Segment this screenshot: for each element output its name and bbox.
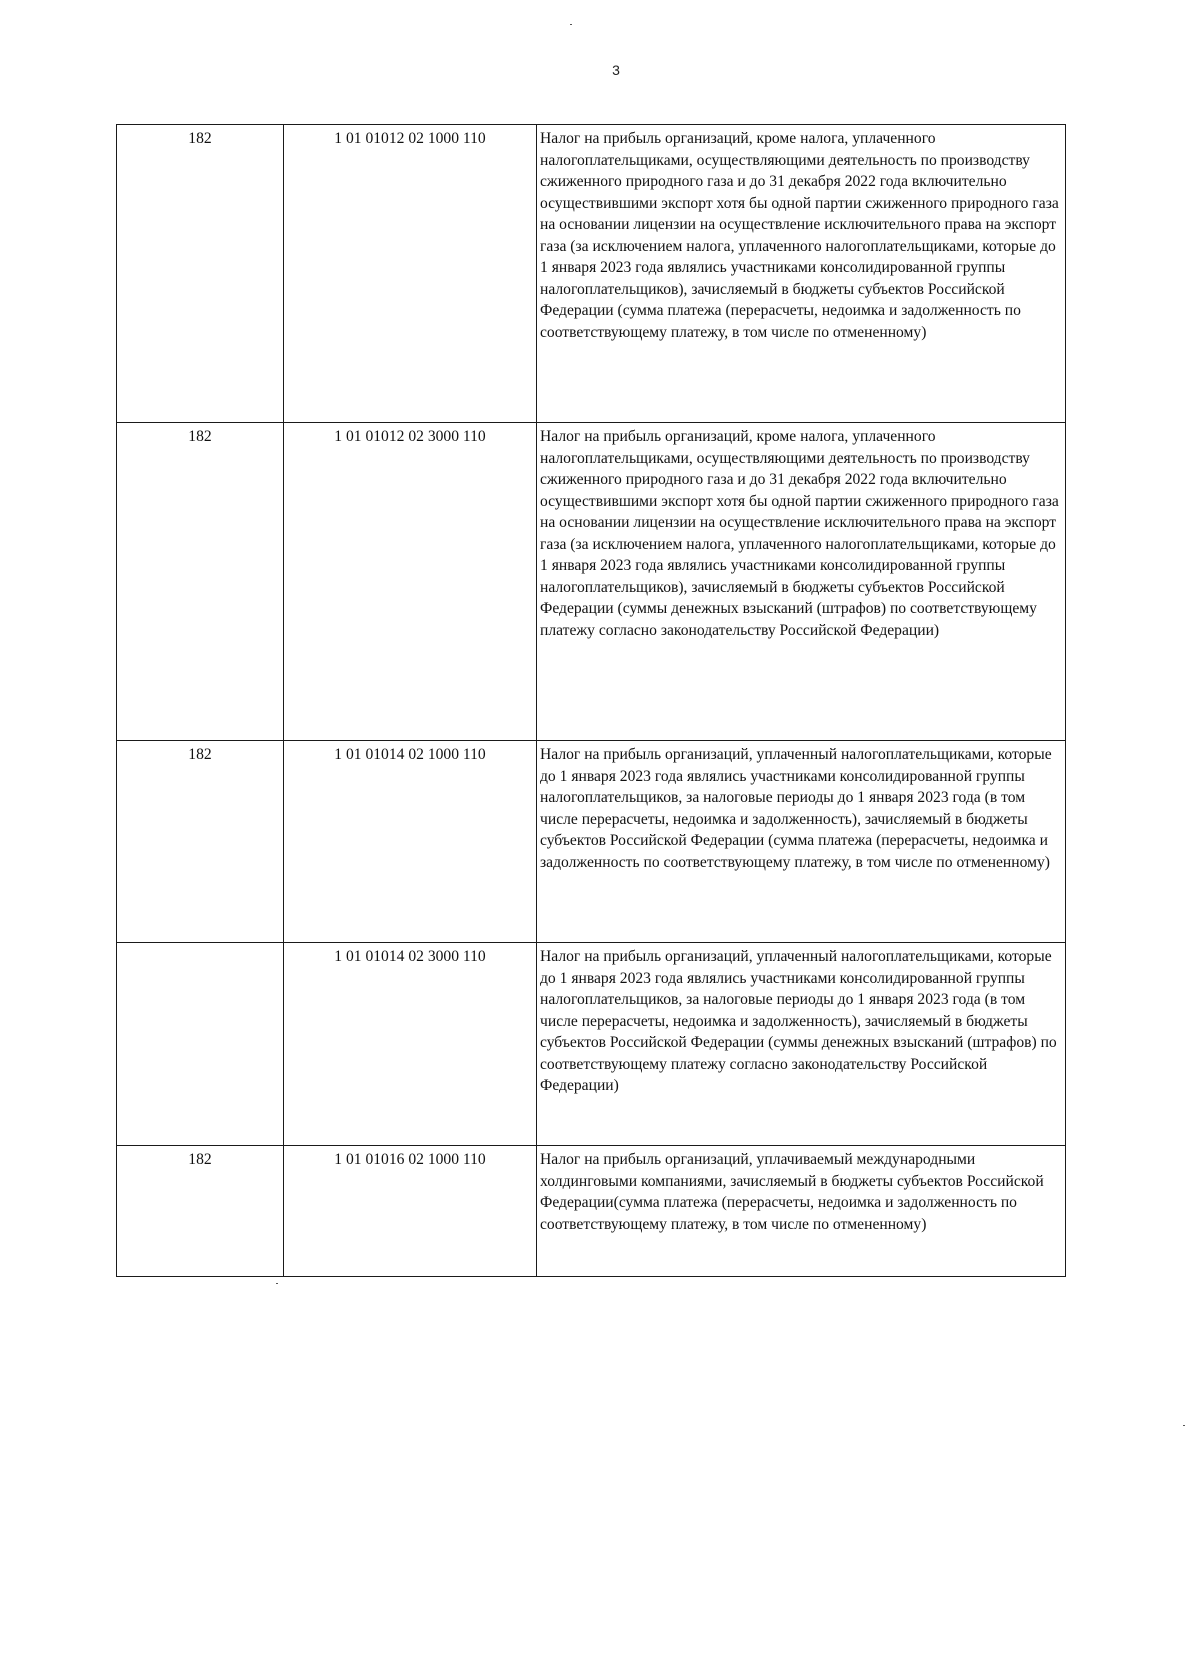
budget-classification-table: [116, 124, 1066, 1277]
page-number: 3: [612, 62, 620, 78]
admin-code-cell: 182: [117, 125, 284, 423]
scan-speck: [1183, 1425, 1185, 1426]
table-row: [117, 943, 1066, 1146]
table-row: [117, 741, 1066, 943]
kbk-code-cell: 1 01 01014 02 1000 110: [284, 741, 537, 943]
kbk-code-cell: 1 01 01016 02 1000 110: [284, 1146, 537, 1277]
scan-speck: [570, 24, 572, 25]
admin-code-cell: 182: [117, 1146, 284, 1277]
table-row: [117, 1146, 1066, 1277]
kbk-code-cell: 1 01 01012 02 3000 110: [284, 423, 537, 741]
description-cell: Налог на прибыль организаций, уплачиваемый международными холдинговыми компаниями, зачисляемый в бюджеты субъектов Российской Федерации(сумма платежа (перерасчеты, недоимка и задолженность по соответствующему платежу, в том числе по отмененному): [537, 1146, 1066, 1277]
table-row: [117, 125, 1066, 423]
admin-code-cell: 182: [117, 423, 284, 741]
description-cell: Налог на прибыль организаций, уплаченный налогоплательщиками, которые до 1 января 2023 года являлись участниками консолидированной группы налогоплательщиков, за налоговые периоды до 1 января 2023 года (в том числе перерасчеты, недоимка и задолженность), зачисляемый в бюджеты субъектов Российской Федерации (суммы денежных взысканий (штрафов) по соответствующему платежу согласно законодательству Российской Федерации): [537, 943, 1066, 1146]
kbk-code-cell: 1 01 01012 02 1000 110: [284, 125, 537, 423]
kbk-code-cell: 1 01 01014 02 3000 110: [284, 943, 537, 1146]
table-row: [117, 423, 1066, 741]
description-cell: Налог на прибыль организаций, кроме налога, уплаченного налогоплательщиками, осуществляющими деятельность по производству сжиженного природного газа и до 31 декабря 2022 года включительно осуществившими экспорт хотя бы одной партии сжиженного природного газа на основании лицензии на осуществление исключительного права на экспорт газа (за исключением налога, уплаченного налогоплательщиками, которые до 1 января 2023 года являлись участниками консолидированной группы налогоплательщиков), зачисляемый в бюджеты субъектов Российской Федерации (суммы денежных взысканий (штрафов) по соответствующему платежу согласно законодательству Российской Федерации): [537, 423, 1066, 741]
description-cell: Налог на прибыль организаций, кроме налога, уплаченного налогоплательщиками, осуществляющими деятельность по производству сжиженного природного газа и до 31 декабря 2022 года включительно осуществившими экспорт хотя бы одной партии сжиженного природного газа на основании лицензии на осуществление исключительного права на экспорт газа (за исключением налога, уплаченного налогоплательщиками, которые до 1 января 2023 года являлись участниками консолидированной группы налогоплательщиков), зачисляемый в бюджеты субъектов Российской Федерации (сумма платежа (перерасчеты, недоимка и задолженность по соответствующему платежу, в том числе по отмененному): [537, 125, 1066, 423]
scan-speck: [276, 1283, 278, 1284]
admin-code-cell: 182: [117, 741, 284, 943]
admin-code-cell: [117, 943, 284, 1146]
description-cell: Налог на прибыль организаций, уплаченный налогоплательщиками, которые до 1 января 2023 года являлись участниками консолидированной группы налогоплательщиков, за налоговые периоды до 1 января 2023 года (в том числе перерасчеты, недоимка и задолженность), зачисляемый в бюджеты субъектов Российской Федерации (сумма платежа (перерасчеты, недоимка и задолженность по соответствующему платежу, в том числе по отмененному): [537, 741, 1066, 943]
